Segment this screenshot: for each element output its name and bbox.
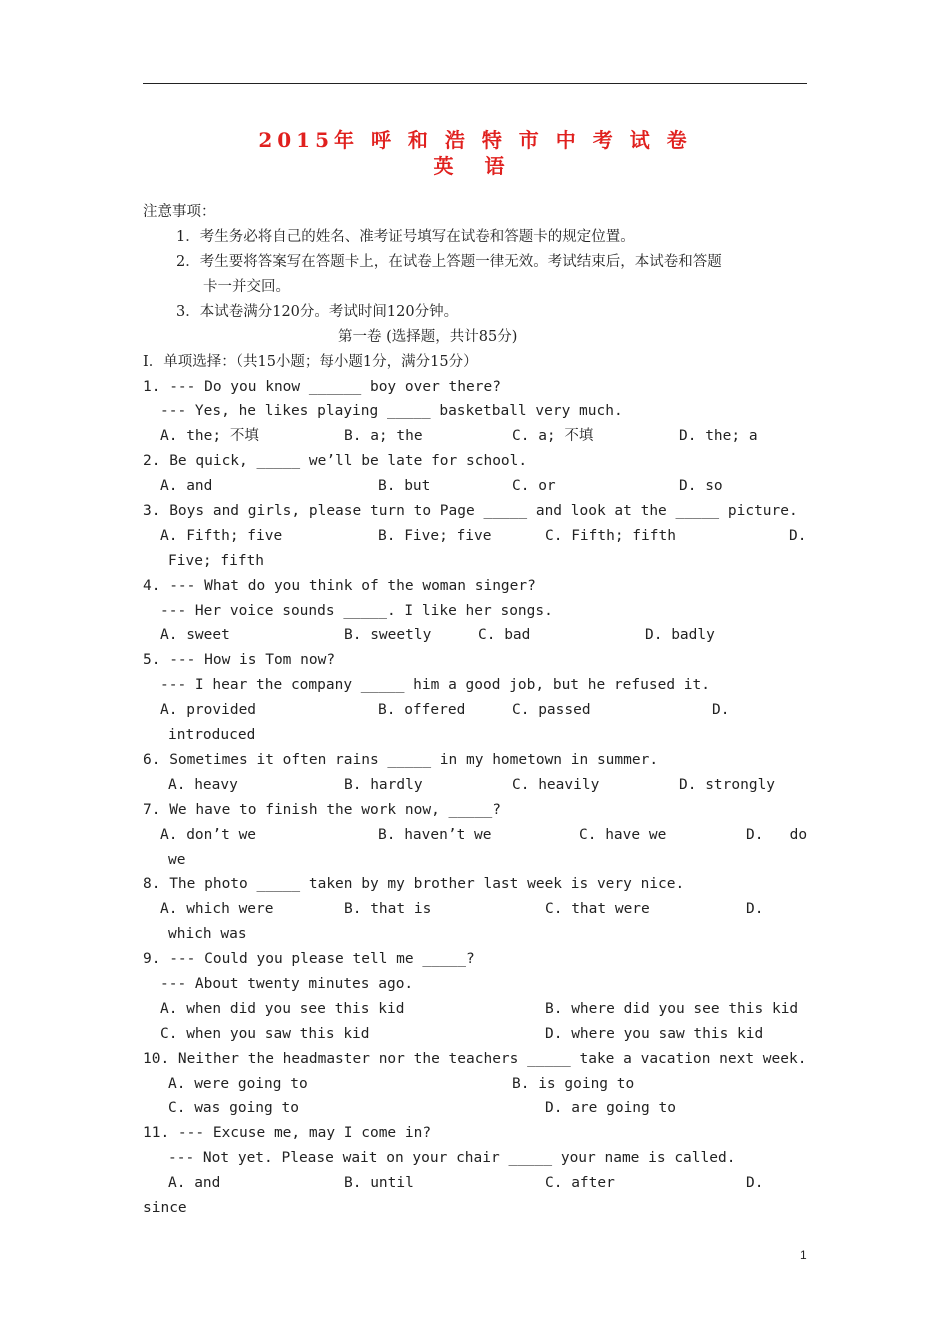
question-stem: --- About twenty minutes ago. <box>160 976 414 992</box>
option-d: D. do <box>746 827 808 843</box>
option-d-text: Five; fifth <box>168 553 265 569</box>
option-b: B. offered <box>378 702 466 718</box>
option-d: D. <box>712 702 730 718</box>
exam-subject: 英 语 <box>433 154 517 178</box>
header-rule <box>143 83 807 84</box>
notes-heading: 注意事项： <box>143 204 216 220</box>
option-a: A. sweet <box>160 627 230 643</box>
option-d: D. badly <box>645 627 715 643</box>
option-c: C. when you saw this kid <box>160 1026 370 1042</box>
option-b: B. Five; five <box>378 528 492 544</box>
option-b: B. haven’t we <box>378 827 492 843</box>
option-b: B. until <box>344 1175 414 1191</box>
option-c: C. heavily <box>512 777 600 793</box>
option-b: B. is going to <box>512 1076 635 1092</box>
option-d-text: which was <box>168 926 247 942</box>
option-d-text: introduced <box>168 727 256 743</box>
note-item: 3．本试卷满分120分。考试时间120分钟。 <box>176 304 459 320</box>
question-stem: --- I hear the company _____ him a good job, but he refused it. <box>160 677 710 693</box>
part-heading: 第一卷 (选择题，共计85分) <box>338 329 518 345</box>
option-b: B. a; the <box>344 428 423 444</box>
exam-title: 2015年 呼 和 浩 特 市 中 考 试 卷 <box>258 128 692 152</box>
option-a: A. the; 不填 <box>160 428 259 444</box>
option-d-text: since <box>143 1200 187 1216</box>
option-b: B. but <box>378 478 431 494</box>
note-item: 卡一并交回。 <box>203 279 290 295</box>
question-stem: --- Her voice sounds _____. I like her songs. <box>160 603 553 619</box>
option-a: A. don’t we <box>160 827 257 843</box>
option-c: C. have we <box>579 827 667 843</box>
question-stem: 1. --- Do you know ______ boy over there? <box>143 379 501 395</box>
option-c: C. or <box>512 478 556 494</box>
option-a: A. and <box>160 478 213 494</box>
option-a: A. heavy <box>168 777 238 793</box>
option-a: A. provided <box>160 702 257 718</box>
note-item: 2．考生要将答案写在答题卡上，在试卷上答题一律无效。考试结束后，本试卷和答题 <box>176 254 722 270</box>
option-d: D. <box>789 528 807 544</box>
option-a: A. which were <box>160 901 274 917</box>
note-item: 1．考生务必将自己的姓名、准考证号填写在试卷和答题卡的规定位置。 <box>176 229 635 245</box>
option-a: A. were going to <box>168 1076 308 1092</box>
option-a: A. when did you see this kid <box>160 1001 405 1017</box>
option-c: C. passed <box>512 702 591 718</box>
option-a: A. and <box>168 1175 221 1191</box>
question-stem: 7. We have to finish the work now, _____? <box>143 802 501 818</box>
option-d: D. strongly <box>679 777 776 793</box>
option-b: B. sweetly <box>344 627 432 643</box>
question-stem: 2. Be quick, _____ we’ll be late for school. <box>143 453 528 469</box>
option-b: B. where did you see this kid <box>545 1001 799 1017</box>
option-d: D. are going to <box>545 1100 676 1116</box>
option-c: C. Fifth; fifth <box>545 528 676 544</box>
question-stem: 11. --- Excuse me, may I come in? <box>143 1125 432 1141</box>
page-number: 1 <box>800 1248 807 1262</box>
question-stem: 4. --- What do you think of the woman singer? <box>143 578 536 594</box>
option-d: D. the; a <box>679 428 758 444</box>
question-stem: --- Yes, he likes playing _____ basketball very much. <box>160 403 623 419</box>
option-a: A. Fifth; five <box>160 528 283 544</box>
option-c: C. bad <box>478 627 531 643</box>
section-heading: I．单项选择：（共15小题；每小题1分，满分15分） <box>143 354 478 370</box>
option-d: D. <box>746 901 764 917</box>
option-d: D. <box>746 1175 764 1191</box>
option-d-text: we <box>168 852 186 868</box>
option-c: C. was going to <box>168 1100 299 1116</box>
option-d: D. where you saw this kid <box>545 1026 764 1042</box>
question-stem: 6. Sometimes it often rains _____ in my hometown in summer. <box>143 752 659 768</box>
option-b: B. hardly <box>344 777 423 793</box>
question-stem: 8. The photo _____ taken by my brother last week is very nice. <box>143 876 685 892</box>
question-stem: --- Not yet. Please wait on your chair _____ your name is called. <box>168 1150 736 1166</box>
option-c: C. a; 不填 <box>512 428 594 444</box>
question-stem: 9. --- Could you please tell me _____? <box>143 951 475 967</box>
option-d: D. so <box>679 478 723 494</box>
question-stem: 3. Boys and girls, please turn to Page _____ and look at the _____ picture. <box>143 503 798 519</box>
question-stem: 10. Neither the headmaster nor the teachers _____ take a vacation next week. <box>143 1051 807 1067</box>
option-c: C. that were <box>545 901 650 917</box>
question-stem: 5. --- How is Tom now? <box>143 652 336 668</box>
option-b: B. that is <box>344 901 432 917</box>
option-c: C. after <box>545 1175 615 1191</box>
